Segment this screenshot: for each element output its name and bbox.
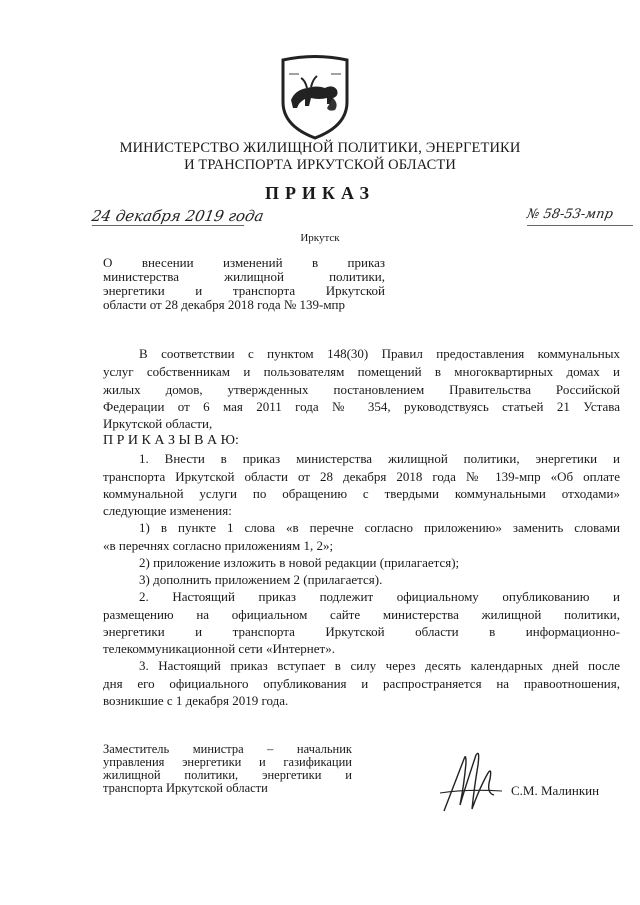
body-line: 3) дополнить приложением 2 (прилагается).	[139, 572, 383, 587]
subject-line: области от 28 декабря 2018 года № 139-мпр	[103, 297, 346, 312]
babr-emblem-icon	[277, 52, 353, 140]
document-title: ПРИКАЗ	[264, 183, 376, 203]
handwritten-date: 24 декабря 2019 года	[90, 207, 266, 225]
body-line: жилых домов, утвержденных постановлением Правительства Российской	[103, 382, 620, 397]
handwritten-signature	[436, 745, 508, 817]
subject-line: министерства жилищной политики,	[103, 269, 385, 284]
body-line: Федерации от 6 мая 2011 года № 354, руководствуясь статьей 21 Устава	[103, 399, 620, 414]
date-underline	[92, 225, 244, 226]
subject-line: энергетики и транспорта Иркутской	[103, 283, 385, 298]
order-directive: П Р И К А З Ы В А Ю:	[103, 433, 239, 448]
body-line: энергетики и транспорта Иркутской области в информационно-	[103, 624, 620, 639]
signature-icon	[436, 745, 508, 817]
body-line: «в перечнях согласно приложениям 1, 2»;	[103, 538, 334, 553]
body-line: дня его официального опубликования и распространяется на правоотношения,	[103, 676, 620, 691]
body-line: 1) в пункте 1 слова «в перечне согласно приложению» заменить словами	[139, 520, 620, 535]
body-line: телекоммуникационной сети «Интернет».	[103, 641, 335, 656]
body-line: размещению на официальном сайте министерства жилищной политики,	[103, 607, 620, 622]
body-line: 3. Настоящий приказ вступает в силу через десять календарных дней после	[139, 658, 620, 673]
signatory-position-line: транспорта Иркутской области	[103, 781, 268, 795]
body-line: коммунальной услуги по обращению с твердыми коммунальными отходами»	[103, 486, 620, 501]
body-line: транспорта Иркутской области от 28 декабря 2018 года № 139-мпр «Об оплате	[103, 469, 620, 484]
body-line: следующие изменения:	[103, 503, 232, 518]
body-line: В соответствии с пунктом 148(30) Правил предоставления коммунальных	[139, 346, 620, 361]
handwritten-number: № 58-53-мпр	[525, 207, 615, 222]
signatory-position-line: управления энергетики и газификации	[103, 755, 352, 769]
city-name: Иркутск	[300, 232, 340, 244]
coat-of-arms-emblem	[277, 52, 353, 140]
body-line: услуг собственникам и пользователям помещений в многоквартирных домах и	[103, 364, 620, 379]
signatory-name: С.М. Малинкин	[511, 783, 600, 798]
number-underline	[527, 225, 633, 226]
ministry-name-line-2: И ТРАНСПОРТА ИРКУТСКОЙ ОБЛАСТИ	[184, 157, 456, 173]
body-line: 2) приложение изложить в новой редакции (прилагается);	[139, 555, 460, 570]
signatory-position-line: жилищной политики, энергетики и	[103, 768, 352, 782]
body-line: возникшие с 1 декабря 2019 года.	[103, 693, 289, 708]
ministry-name-line-1: МИНИСТЕРСТВО ЖИЛИЩНОЙ ПОЛИТИКИ, ЭНЕРГЕТИКИ	[119, 140, 521, 156]
body-line: 2. Настоящий приказ подлежит официальному опубликованию и	[139, 589, 620, 604]
body-line: Иркутской области,	[103, 416, 213, 431]
signatory-position-line: Заместитель министра – начальник	[103, 742, 352, 756]
subject-line: О внесении изменений в приказ	[103, 255, 385, 270]
body-line: 1. Внести в приказ министерства жилищной политики, энергетики и	[139, 451, 620, 466]
